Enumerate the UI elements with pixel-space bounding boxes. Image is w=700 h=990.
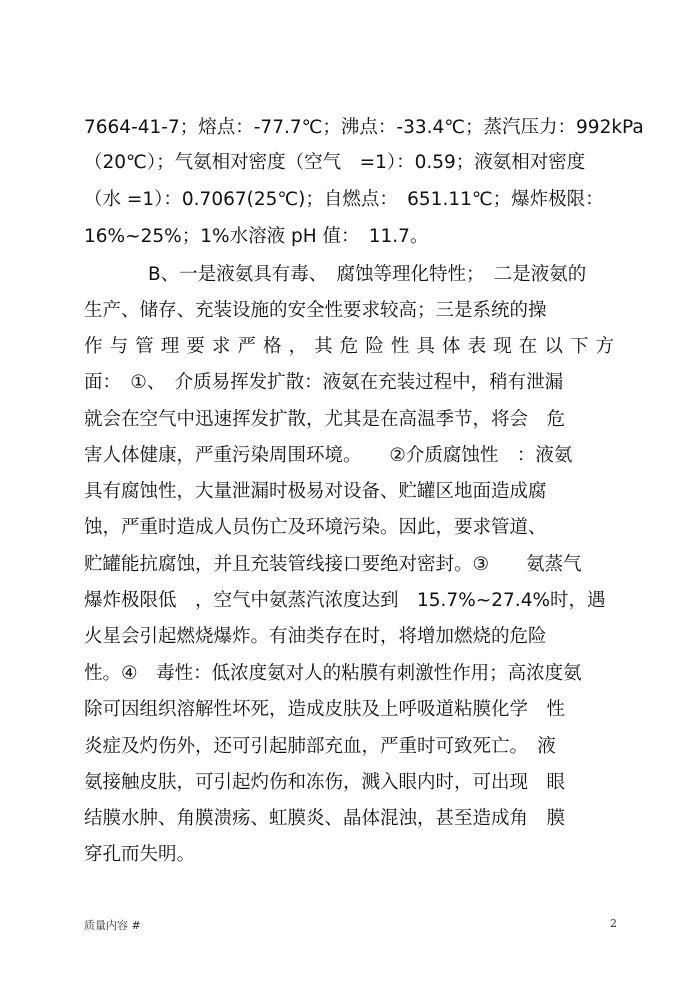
text-line: [0, 510, 700, 546]
text-line: [0, 619, 700, 655]
text-line: [0, 182, 700, 218]
text-line-content: 氨接触皮肤，可引起灼伤和冻伤，溅入眼内时，可出现 眼: [84, 772, 566, 793]
text-line: [0, 329, 700, 365]
footer-label: 质量内容 #: [84, 919, 141, 932]
text-line-content: （20℃）；气氨相对密度（空气 =1）：0.59；液氨相对密度: [84, 152, 586, 173]
text-line: [0, 656, 700, 692]
text-line: [0, 145, 700, 181]
text-line-content: （水 =1）：0.7067(25℃)；自燃点： 651.11℃；爆炸极限：: [84, 189, 604, 210]
text-line: [0, 837, 700, 873]
text-line-content: 16%~25%；1%水溶液 pH 值： 11.7。: [84, 226, 429, 247]
text-line-content: 害人体健康，严重污染周围环境。 ②介质腐蚀性 ：液氨: [84, 445, 573, 466]
text-line-content: 结膜水肿、角膜溃疡、虹膜炎、晶体混浊，甚至造成角 膜: [84, 808, 566, 829]
text-line: [0, 692, 700, 728]
page-number: 2: [610, 917, 617, 930]
text-line: [0, 365, 700, 401]
text-line-content: 作与管理要求严格，其危险性具体表现在以下方: [84, 336, 622, 357]
text-line-content: 贮罐能抗腐蚀，并且充装管线接口要绝对密封。③ 氨蒸气: [84, 554, 582, 575]
text-line-content: 具有腐蚀性，大量泄漏时极易对设备、贮罐区地面造成腐: [84, 481, 547, 502]
text-line-content: 穿孔而失明。: [84, 844, 196, 865]
text-line: [0, 402, 700, 438]
text-line-content: 生产、储存、充装设施的安全性要求较高；三是系统的操: [84, 300, 547, 321]
text-line-content: 除可因组织溶解性坏死，造成皮肤及上呼吸道粘膜化学 性: [84, 699, 566, 720]
text-line-content: 7664-41-7；熔点：-77.7℃；沸点：-33.4℃；蒸汽压力：992kPa: [84, 117, 644, 138]
text-line: [0, 474, 700, 510]
text-line: [0, 583, 700, 619]
text-line: [0, 801, 700, 837]
text-line-content: 就会在空气中迅速挥发扩散，尤其是在高温季节，将会 危: [84, 409, 566, 430]
text-line-content: 蚀，严重时造成人员伤亡及环境污染。因此，要求管道、: [84, 517, 547, 538]
text-line: [0, 729, 700, 765]
text-line-content: 火星会引起燃烧爆炸。有油类存在时，将增加燃烧的危险: [84, 626, 547, 647]
text-line-content: 性。④ 毒性：低浓度氨对人的粘膜有刺激性作用；高浓度氨: [84, 663, 582, 684]
text-line-content: 面： ①、 介质易挥发扩散：液氨在充装过程中，稍有泄漏: [84, 372, 564, 393]
text-line-content: 爆炸极限低 ，空气中氨蒸汽浓度达到 15.7%~27.4%时，遇: [84, 590, 606, 611]
text-line: [0, 765, 700, 801]
text-line: [0, 257, 700, 293]
text-line-content: B、一是液氨具有毒、 腐蚀等理化特性； 二是液氨的: [148, 264, 587, 285]
text-line: [0, 110, 700, 146]
text-line-content: 炎症及灼伤外，还可引起肺部充血，严重时可致死亡。 液: [84, 736, 556, 757]
text-line: [0, 293, 700, 329]
text-line: [0, 547, 700, 583]
text-line: [0, 219, 700, 255]
text-line: [0, 438, 700, 474]
